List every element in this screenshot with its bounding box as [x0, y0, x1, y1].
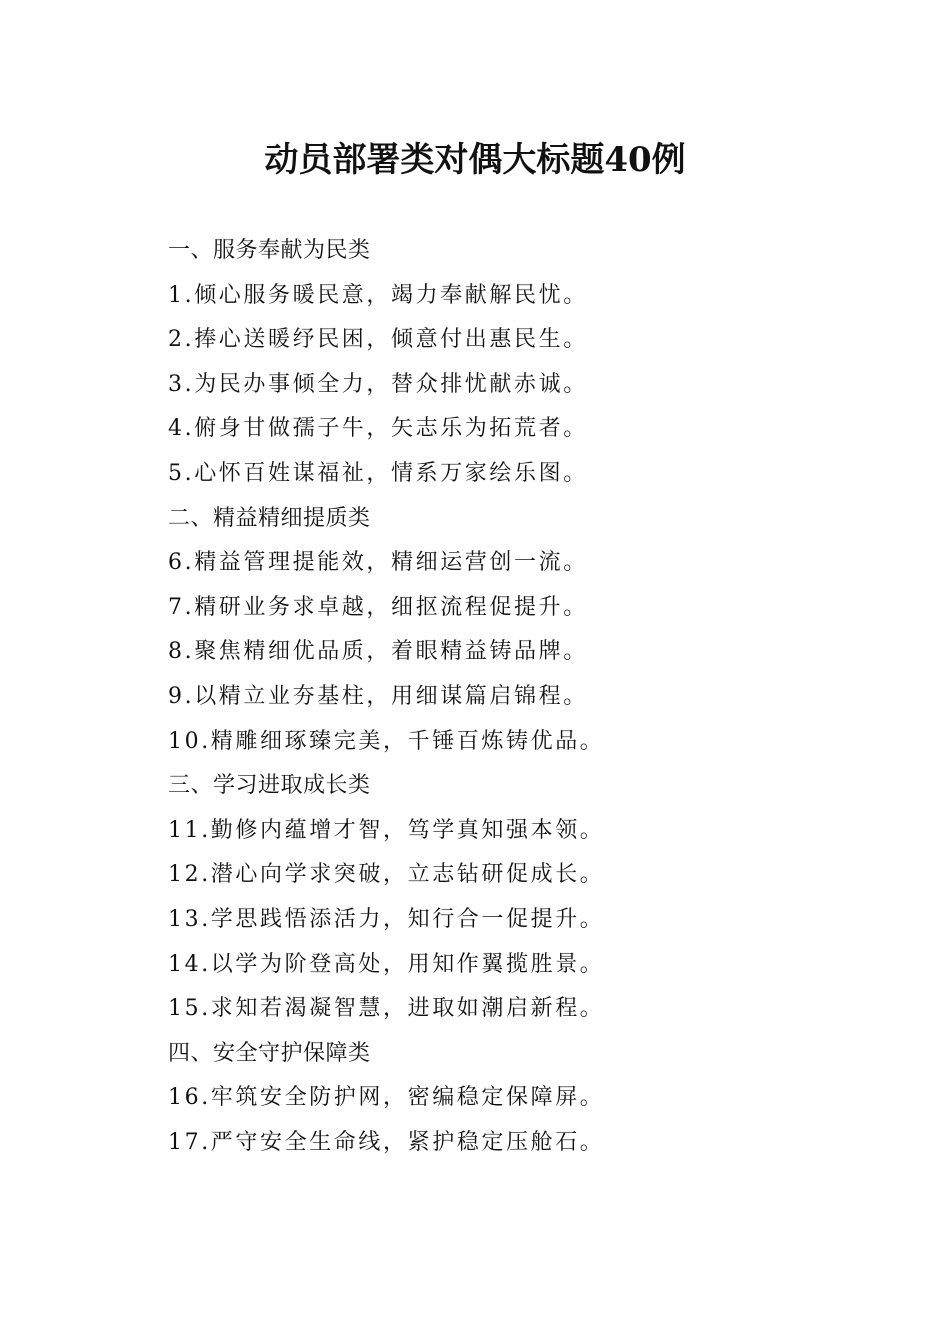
section-heading-safety: 四、安全守护保障类 [168, 1040, 371, 1066]
document-body [168, 229, 868, 1165]
list-item: 14.以学为阶登高处，用知作翼揽胜景。 [168, 951, 605, 977]
list-item: 2.捧心送暖纾民困，倾意付出惠民生。 [168, 327, 588, 353]
list-item: 12.潜心向学求突破，立志钻研促成长。 [168, 862, 605, 888]
document-title: 动员部署类对偶大标题40例 [264, 140, 686, 180]
list-item: 4.俯身甘做孺子牛，矢志乐为拓荒者。 [168, 416, 588, 442]
section-heading-lean: 二、精益精细提质类 [168, 505, 371, 531]
list-item: 8.聚焦精细优品质，着眼精益铸品牌。 [168, 639, 588, 665]
list-item: 17.严守安全生命线，紧护稳定压舱石。 [168, 1129, 605, 1155]
list-item: 1.倾心服务暖民意，竭力奉献解民忧。 [168, 282, 588, 308]
list-item: 16.牢筑安全防护网，密编稳定保障屏。 [168, 1085, 605, 1111]
list-item: 15.求知若渴凝智慧，进取如潮启新程。 [168, 996, 605, 1022]
list-item: 5.心怀百姓谋福祉，情系万家绘乐图。 [168, 460, 588, 486]
list-item: 13.学思践悟添活力，知行合一促提升。 [168, 906, 605, 932]
section-heading-service: 一、服务奉献为民类 [168, 238, 371, 263]
section-heading-learning: 三、学习进取成长类 [168, 773, 371, 799]
list-item: 6.精益管理提能效，精细运营创一流。 [168, 550, 588, 576]
list-item: 10.精雕细琢臻完美，千锤百炼铸优品。 [168, 728, 605, 754]
list-item: 9.以精立业夯基柱，用细谋篇启锦程。 [168, 683, 588, 709]
list-item: 11.勤修内蕴增才智，笃学真知强本领。 [168, 817, 605, 843]
list-item: 7.精研业务求卓越，细抠流程促提升。 [168, 594, 588, 620]
list-item: 3.为民办事倾全力，替众排忧献赤诚。 [168, 371, 588, 397]
